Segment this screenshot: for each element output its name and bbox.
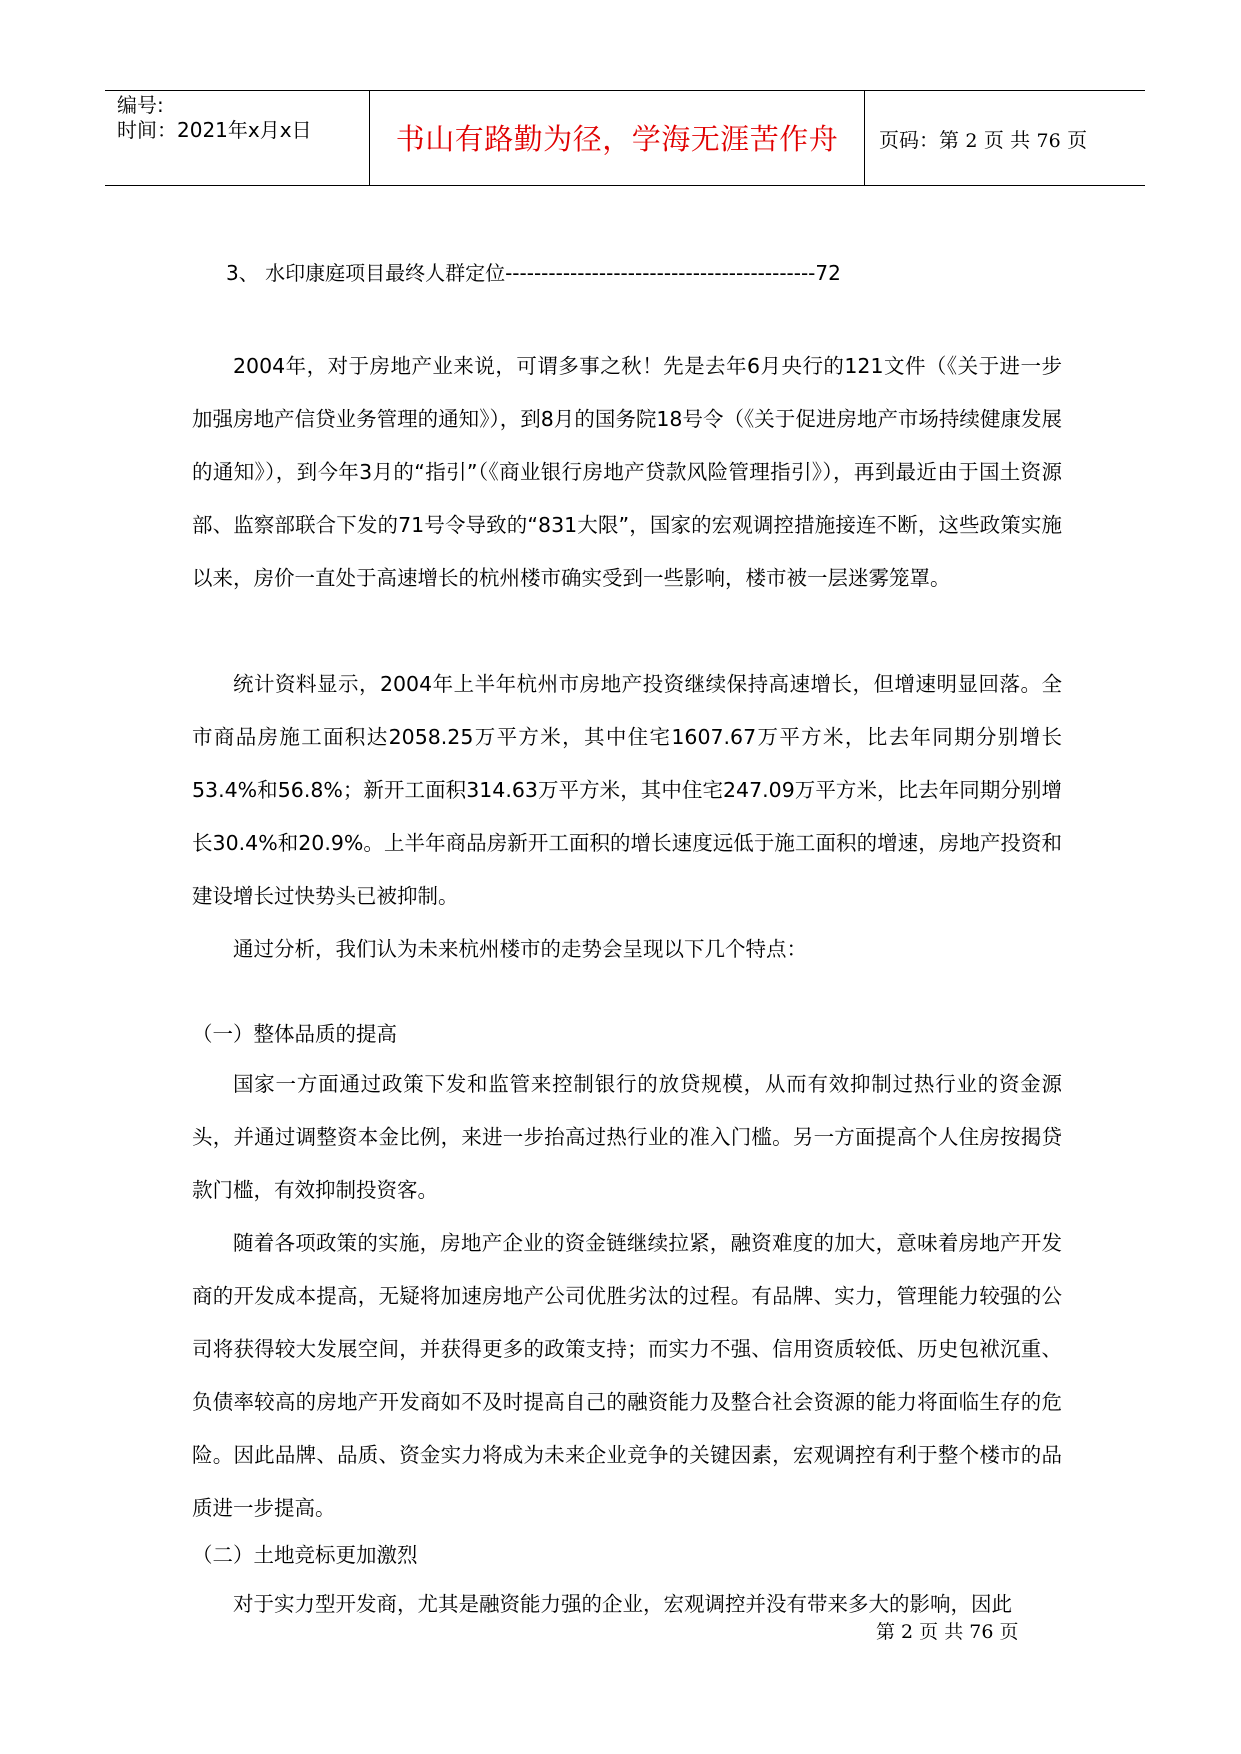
page-code-mid: 页 共: [983, 128, 1031, 152]
page-footer: 第 2 页 共 76 页: [876, 1621, 1019, 1643]
paragraph-section2-1: 对于实力型开发商，尤其是融资能力强的企业，宏观调控并没有带来多大的影响，因此: [233, 1592, 1012, 1616]
section-heading-2: （二）土地竞标更加激烈: [192, 1543, 418, 1567]
section-heading-1: （一）整体品质的提高: [192, 1022, 397, 1046]
header-middle-cell: [370, 91, 865, 185]
paragraph-intro-3: 通过分析，我们认为未来杭州楼市的走势会呈现以下几个特点：: [233, 937, 807, 961]
paragraph-section1-2: 随着各项政策的实施，房地产企业的资金链继续拉紧，融资难度的加大，意味着房地产开发商的开发成本提高，无疑将加速房地产公司优胜劣汰的过程。有品牌、实力，管理能力较强的公司将获得较大发展空间，并获得更多的政策支持；而实力不强、信用资质较低、历史包袱沉重、负债率较高的房地产开发商如不及时提高自己的融资能力及整合社会资源的能力将面临生存的危险。因此品牌、品质、资金实力将成为未来企业竞争的关键因素，宏观调控有利于整个楼市的品质进一步提高。: [192, 1231, 1062, 1520]
page-header: [105, 90, 1145, 186]
motto: 书山有路勤为径，学海无涯苦作舟: [395, 122, 839, 156]
page-code-suffix: 页: [1067, 128, 1088, 152]
paragraph-intro-1: 2004年，对于房地产业来说，可谓多事之秋！先是去年6月央行的121文件（《关于进一步加强房地产信贷业务管理的通知》），到8月的国务院18号令（《关于促进房地产市场持续健康发展的通知》），到今年3月的“指引”（《商业银行房地产贷款风险管理指引》），再到最近由于国土资源部、监察部联合下发的71号令导致的“831大限”，国家的宏观调控措施接连不断，这些政策实施以来，房价一直处于高速增长的杭州楼市确实受到一些影响，楼市被一层迷雾笼罩。: [192, 354, 1062, 590]
toc-line: 3、 水印康庭项目最终人群定位-------------------------------------------72: [226, 261, 841, 285]
header-right-cell: [865, 91, 1145, 185]
paragraph-intro-2: 统计资料显示，2004年上半年杭州市房地产投资继续保持高速增长，但增速明显回落。全市商品房施工面积达2058.25万平方米，其中住宅1607.67万平方米，比去年同期分别增长53.4%和56.8%；新开工面积314.63万平方米，其中住宅247.09万平方米，比去年同期分别增长30.4%和20.9%。上半年商品房新开工面积的增长速度远低于施工面积的增速，房地产投资和建设增长过快势头已被抑制。: [192, 672, 1062, 908]
paragraph-section1-1: 国家一方面通过政策下发和监管来控制银行的放贷规模，从而有效抑制过热行业的资金源头，并通过调整资本金比例，来进一步抬高过热行业的准入门槛。另一方面提高个人住房按揭贷款门槛，有效抑制投资客。: [192, 1072, 1062, 1202]
header-left-cell: [105, 91, 370, 185]
page-code: [879, 124, 1087, 153]
page-code-prefix: 页码：第: [879, 128, 959, 152]
page-code-current: 2: [965, 130, 978, 152]
page-code-total: 76: [1036, 130, 1061, 152]
serial-label: 编号:: [117, 93, 164, 117]
time-label: 时间：2021年x月x日: [117, 118, 312, 142]
